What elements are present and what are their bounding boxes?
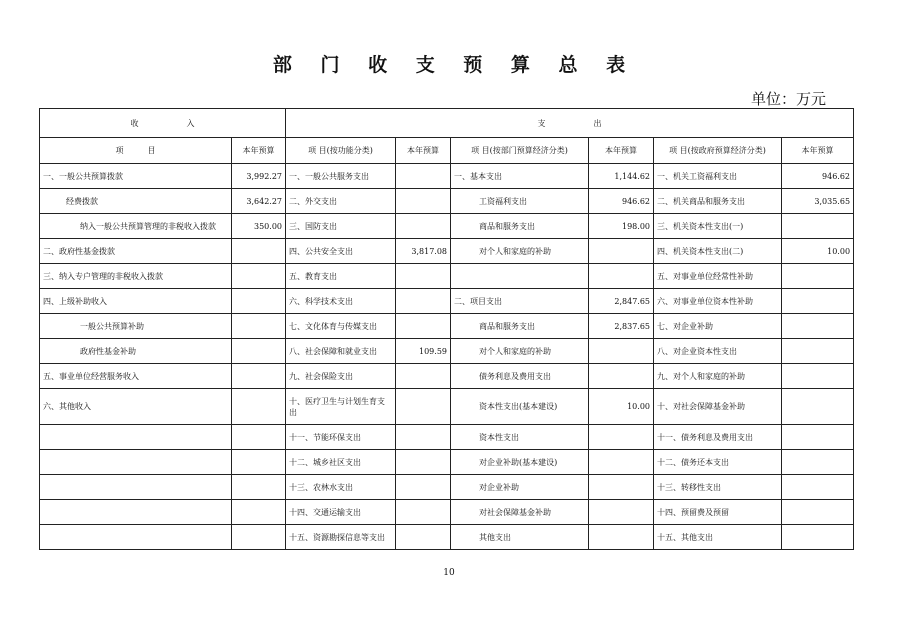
func-amount-cell xyxy=(396,314,451,339)
table-row xyxy=(40,339,854,364)
income-amount-cell xyxy=(232,264,286,289)
page-title: 部 门 收 支 预 算 总 表 xyxy=(272,54,637,76)
func-item-cell: 十三、农林水支出 xyxy=(286,475,396,500)
income-item-cell: 四、上级补助收入 xyxy=(40,289,232,314)
gov-item-cell: 五、对事业单位经常性补助 xyxy=(654,264,782,289)
income-item-cell: 一般公共预算补助 xyxy=(40,314,232,339)
dept-item-header: 项 目(按部门预算经济分类) xyxy=(451,138,589,164)
dept-amount-cell xyxy=(589,239,654,264)
income-amount-cell xyxy=(232,289,286,314)
income-item-cell: 一、一般公共预算拨款 xyxy=(40,164,232,189)
income-item-cell xyxy=(40,475,232,500)
gov-item-header: 项 目(按政府预算经济分类) xyxy=(654,138,782,164)
gov-item-cell: 四、机关资本性支出(二) xyxy=(654,239,782,264)
income-item-cell: 五、事业单位经营服务收入 xyxy=(40,364,232,389)
budget-summary-table xyxy=(39,108,854,550)
income-amount-cell xyxy=(232,339,286,364)
unit-label: 单位：万元 xyxy=(750,90,826,108)
dept-item-cell: 工资福利支出 xyxy=(451,189,589,214)
gov-item-cell: 二、机关商品和服务支出 xyxy=(654,189,782,214)
income-amount-cell xyxy=(232,314,286,339)
income-amount-cell: 3,642.27 xyxy=(232,189,286,214)
income-amount-cell xyxy=(232,364,286,389)
income-item-cell: 经费拨款 xyxy=(40,189,232,214)
func-item-cell: 十四、交通运输支出 xyxy=(286,500,396,525)
table-row xyxy=(40,500,854,525)
dept-amount-cell: 2,847.65 xyxy=(589,289,654,314)
income-amount-header: 本年预算 xyxy=(232,138,286,164)
func-item-cell: 七、文化体育与传媒支出 xyxy=(286,314,396,339)
gov-amount-header: 本年预算 xyxy=(782,138,854,164)
dept-item-cell: 资本性支出 xyxy=(451,425,589,450)
income-item-cell: 二、政府性基金拨款 xyxy=(40,239,232,264)
gov-item-cell: 十三、转移性支出 xyxy=(654,475,782,500)
dept-amount-cell: 1,144.62 xyxy=(589,164,654,189)
dept-item-cell: 对企业补助 xyxy=(451,475,589,500)
dept-amount-cell xyxy=(589,339,654,364)
dept-item-cell: 债务利息及费用支出 xyxy=(451,364,589,389)
income-amount-cell xyxy=(232,500,286,525)
income-item-header: 项 目 xyxy=(40,138,232,164)
dept-item-cell: 商品和服务支出 xyxy=(451,314,589,339)
dept-item-cell: 一、基本支出 xyxy=(451,164,589,189)
income-item-cell xyxy=(40,450,232,475)
gov-item-cell: 十五、其他支出 xyxy=(654,525,782,550)
func-amount-cell xyxy=(396,289,451,314)
income-amount-cell: 3,992.27 xyxy=(232,164,286,189)
dept-amount-cell: 946.62 xyxy=(589,189,654,214)
func-amount-cell xyxy=(396,389,451,425)
income-amount-cell xyxy=(232,450,286,475)
table-row xyxy=(40,389,854,425)
func-amount-cell: 109.59 xyxy=(396,339,451,364)
gov-amount-cell xyxy=(782,264,854,289)
func-amount-cell xyxy=(396,264,451,289)
table-row xyxy=(40,525,854,550)
page-number: 10 xyxy=(443,568,455,578)
func-item-cell: 八、社会保障和就业支出 xyxy=(286,339,396,364)
func-item-cell: 三、国防支出 xyxy=(286,214,396,239)
func-amount-cell xyxy=(396,500,451,525)
func-item-cell: 四、公共安全支出 xyxy=(286,239,396,264)
func-amount-header: 本年预算 xyxy=(396,138,451,164)
dept-amount-cell xyxy=(589,264,654,289)
gov-amount-cell xyxy=(782,289,854,314)
func-item-cell: 五、教育支出 xyxy=(286,264,396,289)
dept-item-cell: 对企业补助(基本建设) xyxy=(451,450,589,475)
dept-item-cell: 对个人和家庭的补助 xyxy=(451,339,589,364)
table-row xyxy=(40,475,854,500)
income-amount-cell xyxy=(232,389,286,425)
gov-item-cell: 十二、债务还本支出 xyxy=(654,450,782,475)
dept-amount-cell xyxy=(589,364,654,389)
func-item-cell: 十、医疗卫生与计划生育支出 xyxy=(286,389,396,425)
income-amount-cell xyxy=(232,475,286,500)
dept-amount-header: 本年预算 xyxy=(589,138,654,164)
func-amount-cell xyxy=(396,425,451,450)
gov-amount-cell: 946.62 xyxy=(782,164,854,189)
income-item-cell: 政府性基金补助 xyxy=(40,339,232,364)
dept-item-cell: 其他支出 xyxy=(451,525,589,550)
func-amount-cell xyxy=(396,525,451,550)
gov-item-cell: 十一、债务利息及费用支出 xyxy=(654,425,782,450)
dept-amount-cell: 198.00 xyxy=(589,214,654,239)
gov-item-cell: 六、对事业单位资本性补助 xyxy=(654,289,782,314)
table-row xyxy=(40,425,854,450)
func-item-cell: 二、外交支出 xyxy=(286,189,396,214)
table-row xyxy=(40,450,854,475)
dept-amount-cell: 10.00 xyxy=(589,389,654,425)
func-amount-cell xyxy=(396,189,451,214)
dept-item-cell xyxy=(451,264,589,289)
income-section-header: 收 入 xyxy=(40,109,286,138)
section-header-row xyxy=(40,109,854,138)
dept-item-cell: 资本性支出(基本建设) xyxy=(451,389,589,425)
income-item-cell xyxy=(40,500,232,525)
gov-amount-cell xyxy=(782,450,854,475)
func-item-cell: 十一、节能环保支出 xyxy=(286,425,396,450)
table-row xyxy=(40,214,854,239)
gov-item-cell: 七、对企业补助 xyxy=(654,314,782,339)
income-item-cell xyxy=(40,425,232,450)
income-amount-cell xyxy=(232,525,286,550)
dept-amount-cell xyxy=(589,500,654,525)
dept-amount-cell xyxy=(589,450,654,475)
table-row xyxy=(40,289,854,314)
gov-amount-cell xyxy=(782,389,854,425)
table-row xyxy=(40,364,854,389)
gov-amount-cell: 10.00 xyxy=(782,239,854,264)
gov-item-cell: 九、对个人和家庭的补助 xyxy=(654,364,782,389)
gov-item-cell: 八、对企业资本性支出 xyxy=(654,339,782,364)
dept-item-cell: 商品和服务支出 xyxy=(451,214,589,239)
gov-amount-cell xyxy=(782,475,854,500)
func-amount-cell xyxy=(396,364,451,389)
gov-item-cell: 一、机关工资福利支出 xyxy=(654,164,782,189)
func-amount-cell xyxy=(396,450,451,475)
income-item-cell: 三、纳入专户管理的非税收入拨款 xyxy=(40,264,232,289)
dept-item-cell: 对个人和家庭的补助 xyxy=(451,239,589,264)
dept-amount-cell xyxy=(589,425,654,450)
func-item-cell: 九、社会保险支出 xyxy=(286,364,396,389)
income-item-cell: 纳入一般公共预算管理的非税收入拨款 xyxy=(40,214,232,239)
table-row xyxy=(40,189,854,214)
table-row xyxy=(40,314,854,339)
dept-amount-cell: 2,837.65 xyxy=(589,314,654,339)
gov-amount-cell xyxy=(782,525,854,550)
gov-amount-cell xyxy=(782,425,854,450)
income-amount-cell: 350.00 xyxy=(232,214,286,239)
func-item-cell: 十五、资源勘探信息等支出 xyxy=(286,525,396,550)
table-row xyxy=(40,264,854,289)
gov-item-cell: 三、机关资本性支出(一) xyxy=(654,214,782,239)
gov-item-cell: 十四、预留费及预留 xyxy=(654,500,782,525)
dept-item-cell: 对社会保障基金补助 xyxy=(451,500,589,525)
income-amount-cell xyxy=(232,239,286,264)
income-amount-cell xyxy=(232,425,286,450)
gov-amount-cell xyxy=(782,314,854,339)
func-item-cell: 一、一般公共服务支出 xyxy=(286,164,396,189)
func-amount-cell xyxy=(396,475,451,500)
income-item-cell: 六、其他收入 xyxy=(40,389,232,425)
income-item-cell xyxy=(40,525,232,550)
expenditure-section-header: 支 出 xyxy=(286,109,854,138)
func-amount-cell: 3,817.08 xyxy=(396,239,451,264)
gov-amount-cell: 3,035.65 xyxy=(782,189,854,214)
gov-amount-cell xyxy=(782,364,854,389)
func-item-cell: 六、科学技术支出 xyxy=(286,289,396,314)
func-amount-cell xyxy=(396,214,451,239)
dept-amount-cell xyxy=(589,525,654,550)
gov-amount-cell xyxy=(782,339,854,364)
gov-amount-cell xyxy=(782,500,854,525)
table-row xyxy=(40,239,854,264)
func-item-cell: 十二、城乡社区支出 xyxy=(286,450,396,475)
func-item-header: 项 目(按功能分类) xyxy=(286,138,396,164)
dept-amount-cell xyxy=(589,475,654,500)
gov-item-cell: 十、对社会保障基金补助 xyxy=(654,389,782,425)
table-row xyxy=(40,164,854,189)
column-header-row xyxy=(40,138,854,164)
dept-item-cell: 二、项目支出 xyxy=(451,289,589,314)
gov-amount-cell xyxy=(782,214,854,239)
func-amount-cell xyxy=(396,164,451,189)
